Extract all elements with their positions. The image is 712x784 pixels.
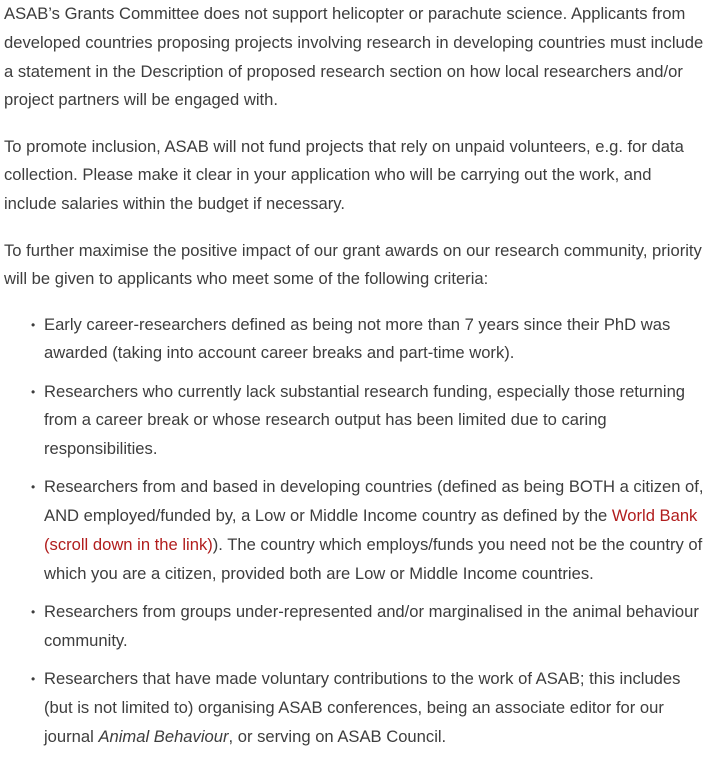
list-item: [4, 473, 708, 588]
criterion-voluntary-contributions-after: , or serving on ASAB Council.: [228, 726, 447, 746]
bullet-icon: •: [31, 317, 36, 332]
criterion-under-represented: Researchers from groups under-represented and/or marginalised in the animal behaviour community.: [44, 602, 699, 650]
inclusion-paragraph: To promote inclusion, ASAB will not fund projects that rely on unpaid volunteers, e.g. for data collection. Please make it clear in your application who will be carrying out the work, and include salaries within the budget if necessary.: [4, 136, 684, 214]
list-item: [4, 598, 708, 656]
criterion-lacking-funding: Researchers who currently lack substantial research funding, especially those returning from a career break or whose research output has been limited due to caring responsibilities.: [44, 381, 686, 459]
helicopter-science-paragraph: ASAB’s Grants Committee does not support helicopter or parachute science. Applicants from developed countries proposing projects involving research in developing countries must include a statement in the Description of proposed research section on how local researchers and/or project partners will be engaged with.: [4, 4, 704, 110]
list-item: [4, 378, 708, 464]
criterion-voluntary-contributions-before: Researchers that have made voluntary contributions to the work of ASAB; this includes (but is not limited to) organising ASAB conferences, being an associate editor for our journal: [44, 669, 681, 746]
world-bank-link[interactable]: World Bank (scroll down in the link): [44, 506, 698, 555]
priority-criteria-intro: To further maximise the positive impact of our grant awards on our research community, priority will be given to applicants who meet some of the following criteria:: [4, 240, 702, 289]
list-item: [4, 665, 708, 751]
bullet-icon: •: [31, 480, 36, 495]
criterion-early-career: Early career-researchers defined as being not more than 7 years since their PhD was awarded (taking into account career breaks and part-time work).: [44, 314, 671, 363]
priority-criteria-list: [4, 311, 708, 752]
bullet-icon: •: [31, 384, 36, 399]
criterion-developing-countries-before: Researchers from and based in developing countries (defined as being BOTH a citizen of, AND employed/funded by, a Low or Middle Income country as defined by the: [44, 477, 704, 526]
bullet-icon: •: [31, 672, 36, 686]
criterion-developing-countries-after: ). The country which employs/funds you need not be the country of which you are a citizen, provided both are Low or Middle Income countries.: [44, 535, 703, 583]
bullet-icon: •: [31, 605, 36, 620]
list-item: [4, 311, 708, 369]
journal-title: Animal Behaviour: [98, 726, 229, 746]
